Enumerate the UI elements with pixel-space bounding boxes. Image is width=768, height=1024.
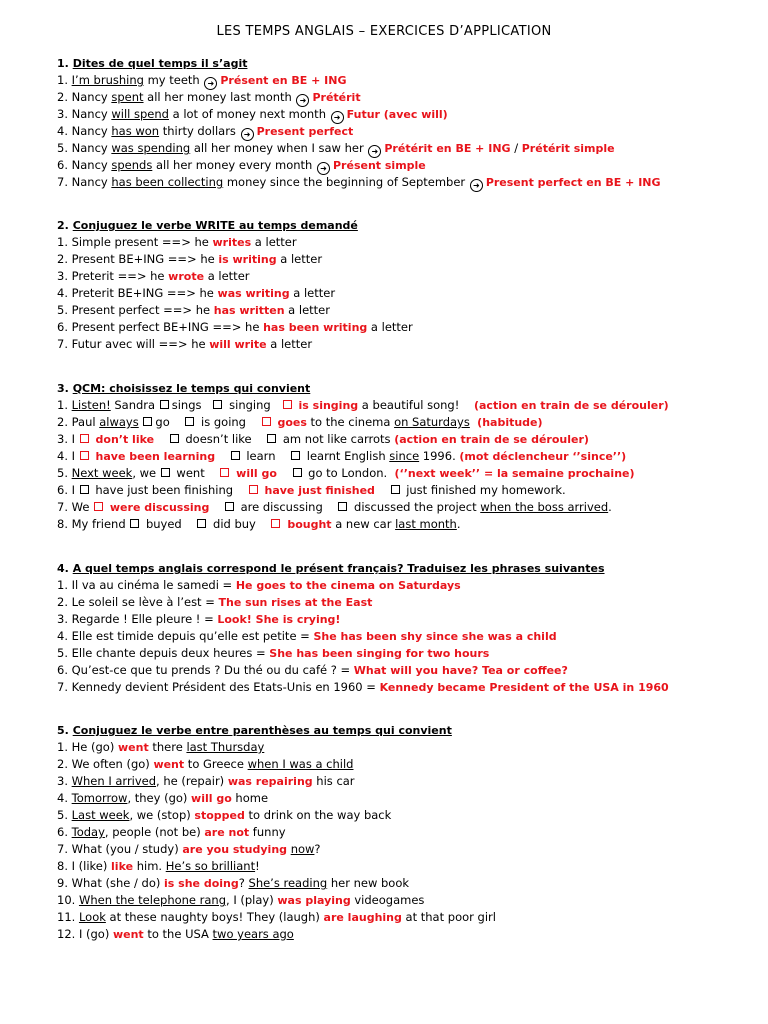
line-text: 1996.	[419, 449, 460, 463]
answer-text: (action en train de se dérouler)	[394, 433, 589, 446]
underlined-text: Today	[71, 825, 105, 839]
line-text: 5. Nancy	[57, 141, 112, 155]
section-heading	[57, 217, 747, 234]
line-text: 1.	[57, 73, 72, 87]
underlined-text: on Saturdays	[394, 415, 470, 429]
answer-text: has been writing	[263, 321, 368, 334]
line-text: my teeth	[143, 73, 204, 87]
exercise-line	[57, 302, 747, 319]
exercise-line	[57, 482, 747, 499]
checkbox-icon	[130, 519, 139, 528]
checkbox-icon	[220, 468, 229, 477]
line-text: there	[148, 740, 187, 754]
answer-text: don’t like	[91, 433, 155, 446]
line-text: am not like carrots	[279, 432, 395, 446]
line-text: all her money last month	[143, 90, 296, 104]
section-number: 5.	[57, 724, 69, 737]
answer-text: He goes to the cinema on Saturdays	[235, 579, 461, 592]
line-text: 7. Nancy	[57, 175, 112, 189]
exercise-line	[57, 516, 747, 533]
answer-text: were discussing	[106, 501, 210, 514]
line-text: did buy	[209, 517, 271, 531]
answer-text: Present perfect en BE + ING	[485, 176, 661, 189]
underlined-text: Last week	[71, 808, 130, 822]
underlined-text: spends	[111, 158, 153, 172]
exercise-line	[57, 285, 747, 302]
checkbox-icon	[161, 468, 170, 477]
checkbox-icon	[80, 434, 89, 443]
checkbox-icon	[293, 468, 302, 477]
checkbox-icon	[160, 400, 169, 409]
line-text: 12. I (go)	[57, 927, 113, 941]
line-text: 5. Elle chante depuis deux heures =	[57, 646, 270, 660]
line-text: 1. He (go)	[57, 740, 118, 754]
answer-text: bought	[283, 518, 332, 531]
answer-text: Présent simple	[333, 159, 426, 172]
checkbox-icon	[262, 417, 271, 426]
line-text: !	[255, 859, 260, 873]
line-text: 3. Regarde ! Elle pleure ! =	[57, 612, 218, 626]
checkbox-icon	[185, 417, 194, 426]
exercise-line	[57, 499, 747, 516]
line-text: 1.	[57, 398, 72, 412]
underlined-text: When I arrived	[71, 774, 157, 788]
answer-text: Prétérit en BE + ING	[384, 142, 511, 155]
line-text: is going	[197, 415, 261, 429]
exercise-lines	[57, 234, 747, 353]
underlined-text: two years ago	[212, 927, 294, 941]
underlined-text: She’s reading	[248, 876, 328, 890]
underlined-text: will spend	[111, 107, 169, 121]
line-text: learn	[242, 449, 291, 463]
line-text: 10.	[57, 893, 79, 907]
answer-text: Présent en BE + ING	[220, 74, 347, 87]
arrow-icon: ➜	[204, 77, 217, 90]
exercise-lines	[57, 577, 747, 696]
line-text: a new car	[331, 517, 396, 531]
checkbox-icon	[338, 502, 347, 511]
line-text: a beautiful song!	[358, 398, 474, 412]
exercise-line	[57, 397, 747, 414]
exercise-line	[57, 157, 747, 174]
line-text: are discussing	[236, 500, 338, 514]
answer-text: have just finished	[260, 484, 375, 497]
line-text: , we	[132, 466, 160, 480]
answer-text: will go	[232, 467, 277, 480]
exercise-lines	[57, 397, 747, 533]
exercise-line	[57, 841, 747, 858]
answer-text: are you studying	[182, 843, 288, 856]
underlined-text: always	[99, 415, 139, 429]
exercise-line	[57, 106, 747, 123]
line-text: money since the beginning of September	[223, 175, 469, 189]
line-text: .	[456, 517, 461, 531]
checkbox-icon	[80, 451, 89, 460]
section-title: Conjuguez le verbe entre parenthèses au temps qui convient	[72, 724, 452, 737]
answer-text: She has been shy since she was a child	[313, 630, 557, 643]
answer-text: are laughing	[323, 911, 402, 924]
line-text: a lot of money next month	[168, 107, 330, 121]
answer-text: Look! She is crying!	[217, 613, 341, 626]
exercise-line	[57, 89, 747, 106]
line-text: 7. Kennedy devient Président des Etats-Unis en 1960 =	[57, 680, 380, 694]
section-number: 2.	[57, 219, 69, 232]
line-text: at these naughty boys! They (laugh)	[105, 910, 324, 924]
section-title: Conjuguez le verbe WRITE au temps demandé	[72, 219, 358, 232]
underlined-text: I’m brushing	[71, 73, 144, 87]
section-heading	[57, 560, 747, 577]
underlined-text: Look	[78, 910, 106, 924]
section-number: 1.	[57, 57, 69, 70]
exercise-line	[57, 773, 747, 790]
answer-text: was writing	[217, 287, 290, 300]
exercise-line	[57, 807, 747, 824]
answer-text: will write	[209, 338, 267, 351]
line-text: 2. We often (go)	[57, 757, 154, 771]
checkbox-icon	[231, 451, 240, 460]
section-4	[57, 560, 747, 696]
answer-text: The sun rises at the East	[218, 596, 373, 609]
exercise-line	[57, 909, 747, 926]
line-text: a letter	[367, 320, 413, 334]
exercise-lines	[57, 72, 747, 191]
section-title: Dites de quel temps il s’agit	[72, 57, 248, 70]
underlined-text: Next week	[71, 466, 133, 480]
line-text: , people (not be)	[104, 825, 205, 839]
line-text: , we (stop)	[129, 808, 195, 822]
section-number: 3.	[57, 382, 69, 395]
answer-text: (habitude)	[477, 416, 543, 429]
answer-text: will go	[191, 792, 232, 805]
line-text: 7. What (you / study)	[57, 842, 183, 856]
line-text: singing	[225, 398, 282, 412]
line-text: 4. I	[57, 449, 79, 463]
line-text: a letter	[276, 252, 323, 266]
exercise-line	[57, 319, 747, 336]
line-text: learnt English	[303, 449, 390, 463]
checkbox-icon	[291, 451, 300, 460]
line-text: have just been finishing	[91, 483, 248, 497]
section-title: A quel temps anglais correspond le présent français? Traduisez les phrases suivantes	[72, 562, 605, 575]
underlined-text: was spending	[111, 141, 191, 155]
exercise-line	[57, 611, 747, 628]
checkbox-icon	[94, 502, 103, 511]
underlined-text: spent	[111, 90, 144, 104]
exercise-line	[57, 448, 747, 465]
line-text: 4. Preterit BE+ING ==> he	[57, 286, 218, 300]
line-text: at that poor girl	[401, 910, 496, 924]
answer-text: stopped	[194, 809, 245, 822]
exercise-line	[57, 72, 747, 89]
answer-text: She has been singing for two hours	[269, 647, 490, 660]
underlined-text: Listen!	[71, 398, 111, 412]
line-text: her new book	[327, 876, 410, 890]
exercise-lines	[57, 739, 747, 943]
exercise-line	[57, 594, 747, 611]
line-text: 1. Simple present ==> he	[57, 235, 213, 249]
exercise-line	[57, 790, 747, 807]
section-3	[57, 380, 747, 533]
line-text: discussed the project	[350, 500, 481, 514]
line-text: 3. Preterit ==> he	[57, 269, 169, 283]
underlined-text: now	[290, 842, 315, 856]
answer-text: went	[153, 758, 185, 771]
checkbox-icon	[271, 519, 280, 528]
line-text: , he (repair)	[156, 774, 228, 788]
line-text: a letter	[266, 337, 313, 351]
exercise-line	[57, 662, 747, 679]
line-text: 6. I	[57, 483, 79, 497]
line-text: all her money every month	[152, 158, 316, 172]
exercise-line	[57, 756, 747, 773]
line-text: a letter	[284, 303, 330, 317]
underlined-text: has been collecting	[111, 175, 224, 189]
answer-text: wrote	[168, 270, 205, 283]
arrow-icon: ➜	[331, 111, 344, 124]
line-text: funny	[249, 825, 286, 839]
underlined-text: He’s so brilliant	[165, 859, 256, 873]
line-text: videogames	[350, 893, 425, 907]
line-text: 4.	[57, 791, 72, 805]
underlined-text: last Thursday	[186, 740, 265, 754]
arrow-icon: ➜	[241, 128, 254, 141]
line-text: 5. Present perfect ==> he	[57, 303, 214, 317]
line-text: a letter	[204, 269, 250, 283]
exercise-line	[57, 123, 747, 140]
arrow-icon: ➜	[317, 162, 330, 175]
line-text: 2. Le soleil se lève à l’est =	[57, 595, 219, 609]
section-number: 4.	[57, 562, 69, 575]
exercise-line	[57, 577, 747, 594]
line-text: go to London.	[304, 466, 395, 480]
answer-text: like	[111, 860, 134, 873]
line-text: a letter	[251, 235, 297, 249]
line-text: 7. We	[57, 500, 94, 514]
answer-text: has written	[213, 304, 285, 317]
exercise-line	[57, 628, 747, 645]
line-text: 1. Il va au cinéma le samedi =	[57, 578, 236, 592]
exercise-line	[57, 679, 747, 696]
line-text: just finished my homework.	[402, 483, 566, 497]
exercise-line	[57, 465, 747, 482]
line-text: 3. I	[57, 432, 79, 446]
line-text: to Greece	[184, 757, 248, 771]
checkbox-icon	[249, 485, 258, 494]
answer-text: Prétérit simple	[521, 142, 615, 155]
line-text: Sandra	[110, 398, 159, 412]
answer-text: went	[112, 928, 144, 941]
line-text: buyed	[142, 517, 197, 531]
line-text: 6. Nancy	[57, 158, 112, 172]
answer-text: are not	[204, 826, 250, 839]
section-heading	[57, 380, 747, 397]
line-text: 3. Nancy	[57, 107, 112, 121]
exercise-line	[57, 892, 747, 909]
answer-text: What will you have? Tea or coffee?	[353, 664, 568, 677]
line-text: 2. Present BE+ING ==> he	[57, 252, 219, 266]
answer-text: is she doing	[164, 877, 239, 890]
line-text: 6. Present perfect BE+ING ==> he	[57, 320, 264, 334]
line-text: 2. Paul	[57, 415, 100, 429]
line-text: 8. I (like)	[57, 859, 112, 873]
answer-text: have been learning	[91, 450, 216, 463]
section-heading	[57, 722, 747, 739]
line-text: 4. Elle est timide depuis qu’elle est petite =	[57, 629, 314, 643]
line-text: home	[231, 791, 269, 805]
exercise-line	[57, 234, 747, 251]
exercise-line	[57, 875, 747, 892]
arrow-icon: ➜	[296, 94, 309, 107]
checkbox-icon	[197, 519, 206, 528]
exercise-line	[57, 336, 747, 353]
line-text	[209, 500, 224, 514]
line-text: , they (go)	[127, 791, 192, 805]
line-text: went	[172, 466, 220, 480]
checkbox-icon	[80, 485, 89, 494]
line-text: ?	[314, 842, 321, 856]
answer-text: is writing	[218, 253, 277, 266]
checkbox-icon	[267, 434, 276, 443]
exercise-line	[57, 174, 747, 191]
line-text: a letter	[289, 286, 336, 300]
underlined-text: since	[389, 449, 420, 463]
line-text: all her money when I saw her	[190, 141, 368, 155]
line-text: , I (play)	[226, 893, 278, 907]
arrow-icon: ➜	[470, 179, 483, 192]
line-text: 8. My friend	[57, 517, 130, 531]
answer-text: Prétérit	[312, 91, 361, 104]
line-text: to drink on the way back	[244, 808, 392, 822]
line-text: 9. What (she / do)	[57, 876, 165, 890]
line-text: to the cinema	[306, 415, 395, 429]
underlined-text: last month	[395, 517, 457, 531]
answer-text: is singing	[294, 399, 359, 412]
line-text	[154, 432, 169, 446]
exercise-line	[57, 645, 747, 662]
line-text: 5.	[57, 466, 72, 480]
answer-text: Kennedy became President of the USA in 1960	[379, 681, 669, 694]
answer-text: Present perfect	[256, 125, 354, 138]
exercise-line	[57, 739, 747, 756]
line-text: to the USA	[143, 927, 213, 941]
exercise-line	[57, 858, 747, 875]
answer-text: Futur (avec will)	[346, 108, 448, 121]
line-text: go	[155, 415, 185, 429]
checkbox-icon	[143, 417, 152, 426]
line-text: 2. Nancy	[57, 90, 112, 104]
answer-text: writes	[212, 236, 252, 249]
exercise-line	[57, 824, 747, 841]
answer-text: (action en train de se dérouler)	[473, 399, 669, 412]
exercise-line	[57, 431, 747, 448]
exercise-line	[57, 251, 747, 268]
section-heading	[57, 55, 747, 72]
section-2	[57, 217, 747, 353]
arrow-icon: ➜	[368, 145, 381, 158]
line-text: him.	[133, 859, 166, 873]
line-text	[139, 415, 143, 429]
answer-text: (‘’next week’’ = la semaine prochaine)	[394, 467, 635, 480]
exercise-line	[57, 140, 747, 157]
line-text	[277, 466, 292, 480]
checkbox-icon	[213, 400, 222, 409]
line-text: 6. Qu’est-ce que tu prends ? Du thé ou du café ? =	[57, 663, 354, 677]
page-title: LES TEMPS ANGLAIS – EXERCICES D’APPLICATION	[216, 24, 552, 39]
exercise-line	[57, 414, 747, 431]
line-text: sings	[171, 398, 213, 412]
section-5	[57, 722, 747, 943]
checkbox-icon	[283, 400, 292, 409]
section-title: QCM: choisissez le temps qui convient	[72, 382, 311, 395]
checkbox-icon	[170, 434, 179, 443]
line-text: 5.	[57, 808, 72, 822]
underlined-text: Tomorrow	[71, 791, 128, 805]
answer-text: was repairing	[227, 775, 313, 788]
exercise-line	[57, 268, 747, 285]
line-text: 6.	[57, 825, 72, 839]
exercise-line	[57, 926, 747, 943]
underlined-text: when I was a child	[247, 757, 354, 771]
line-text: doesn’t like	[181, 432, 267, 446]
line-text: 11.	[57, 910, 79, 924]
line-text: 7. Futur avec will ==> he	[57, 337, 210, 351]
line-text: 4. Nancy	[57, 124, 112, 138]
answer-text: was playing	[277, 894, 351, 907]
checkbox-icon	[225, 502, 234, 511]
underlined-text: When the telephone rang	[78, 893, 227, 907]
line-text: ?	[238, 876, 249, 890]
answer-text: goes	[273, 416, 307, 429]
underlined-text: has won	[111, 124, 160, 138]
line-text: his car	[312, 774, 355, 788]
line-text: /	[510, 141, 522, 155]
line-text	[375, 483, 390, 497]
section-1	[57, 55, 747, 191]
answer-text: (mot déclencheur ‘’since’’)	[459, 450, 627, 463]
line-text: 3.	[57, 774, 72, 788]
line-text: .	[608, 500, 612, 514]
answer-text: went	[117, 741, 149, 754]
checkbox-icon	[391, 485, 400, 494]
line-text	[215, 449, 230, 463]
line-text: thirty dollars	[159, 124, 240, 138]
underlined-text: when the boss arrived	[480, 500, 609, 514]
